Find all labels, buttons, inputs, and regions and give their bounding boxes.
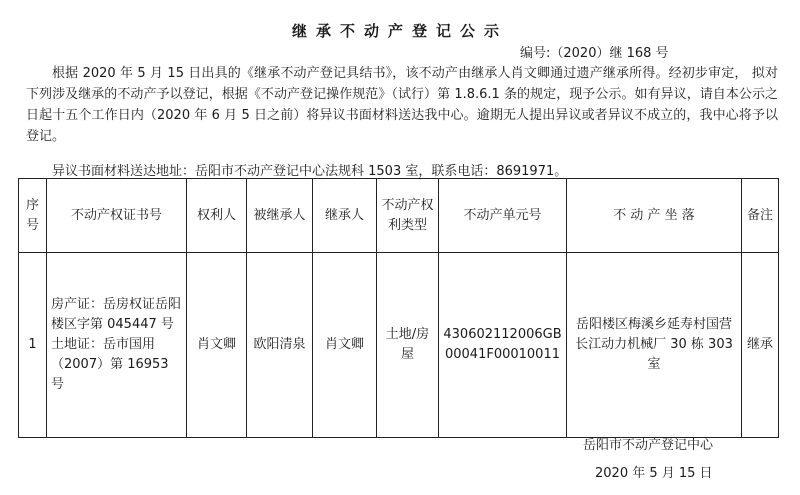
header-cert-no: 不动产权证书号 xyxy=(47,179,187,253)
cell-decedent: 欧阳清泉 xyxy=(247,253,313,438)
issue-date: 2020 年 5 月 15 日 xyxy=(595,466,713,481)
header-location: 不 动 产 坐 落 xyxy=(567,179,742,253)
cell-cert-no xyxy=(47,253,187,438)
cert-land: 土地证：岳市国用（2007）第 16953 号 xyxy=(51,337,169,392)
document-number: 编号:（2020）继 168 号 xyxy=(520,46,669,61)
table-row xyxy=(19,253,779,438)
header-seq: 序号 xyxy=(19,179,47,253)
cell-location: 岳阳楼区梅溪乡延寿村国营长江动力机械厂 30 栋 303 室 xyxy=(567,253,742,438)
header-owner: 权利人 xyxy=(187,179,247,253)
cell-right-type: 土地/房屋 xyxy=(377,253,439,438)
cell-note: 继承 xyxy=(742,253,779,438)
header-heir: 继承人 xyxy=(313,179,377,253)
header-note: 备注 xyxy=(742,179,779,253)
cell-unit-no: 430602112006GB00041F00010011 xyxy=(439,253,567,438)
document-title: 继承不动产登记公示 xyxy=(291,22,508,40)
announcement-paragraph: 根据 2020 年 5 月 15 日出具的《继承不动产登记具结书》，该不动产由继承人肖文卿通过遗产继承所得。经初步审定， 拟对下列涉及继承的不动产予以登记，根据《不动产登记操作规范》（试行）第 1.8.6.1 条的规定，现予公示。如有异议，请自本公示之日起十五个工作日内（2020 年 6 月 5 日之前）将异议书面材料送达我中心。逾期无人提出异议或者异议不成立的，我中心将予以登记。 xyxy=(26,66,778,144)
cert-house: 房产证：岳房权证岳阳楼区字第 045447 号 xyxy=(51,297,182,332)
header-unit-no: 不动产单元号 xyxy=(439,179,567,253)
cell-owner: 肖文卿 xyxy=(187,253,247,438)
header-right-type: 不动产权利类型 xyxy=(377,179,439,253)
objection-address: 异议书面材料送达地址：岳阳市不动产登记中心法规科 1503 室，联系电话：8691971。 xyxy=(52,164,568,179)
issuing-office: 岳阳市不动产登记中心 xyxy=(583,438,714,453)
cell-heir: 肖文卿 xyxy=(313,253,377,438)
cell-seq: 1 xyxy=(19,253,47,438)
header-decedent: 被继承人 xyxy=(247,179,313,253)
table-header-row xyxy=(19,179,779,253)
property-table xyxy=(18,178,779,438)
